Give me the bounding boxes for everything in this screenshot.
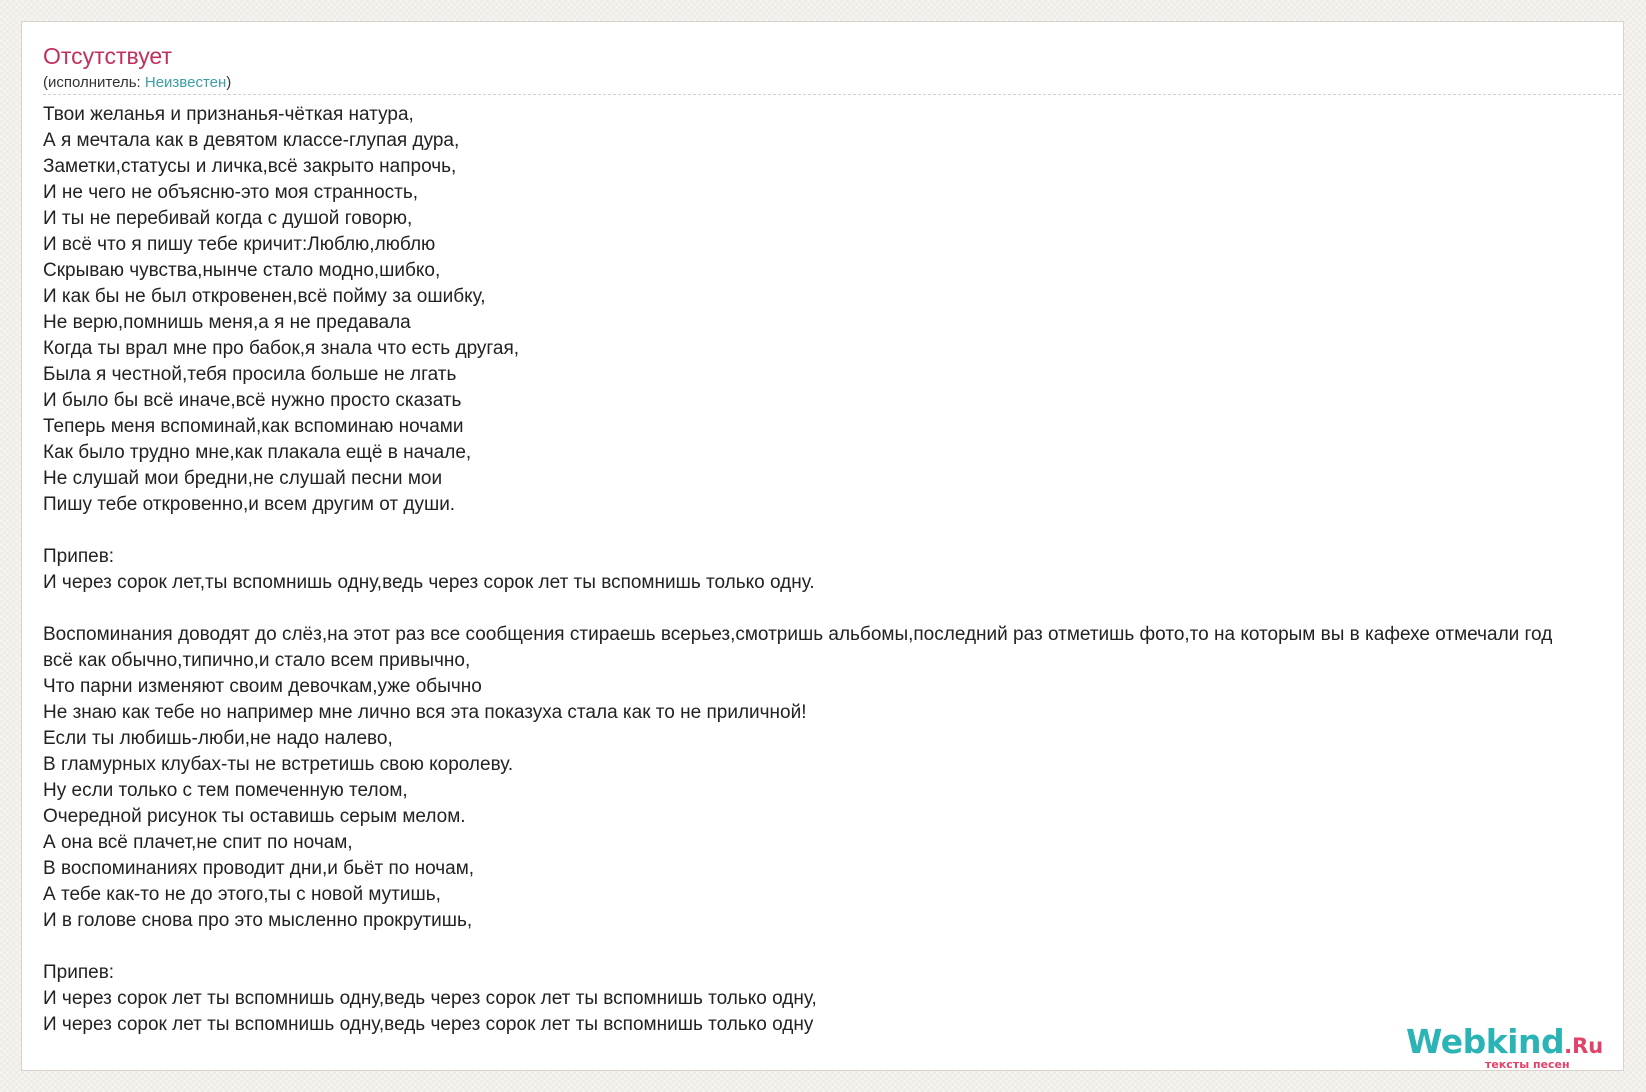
song-title: Отсутствует (43, 43, 172, 69)
lyrics-line: всё как обычно,типично,и стало всем привычно, (43, 650, 471, 671)
lyrics-line: А я мечтала как в девятом классе-глупая дура, (43, 130, 460, 151)
logo-brand-name: Webkind (1406, 1022, 1565, 1061)
lyrics-line: Ну если только с тем помеченную телом, (43, 780, 408, 801)
lyrics-line: И не чего не объясню-это моя странность, (43, 182, 419, 203)
lyrics-text (43, 102, 1624, 1038)
lyrics-line: Что парни изменяют своим девочкам,уже обычно (43, 676, 482, 697)
lyrics-line: И ты не перебивай когда с душой говорю, (43, 208, 413, 229)
lyrics-line: Скрываю чувства,нынче стало модно,шибко, (43, 260, 441, 281)
lyrics-line: Не верю,помнишь меня,а я не предавала (43, 312, 411, 333)
lyrics-line: Была я честной,тебя просила больше не лгать (43, 364, 457, 385)
lyrics-line: Воспоминания доводят до слёз,на этот раз все сообщения стираешь всерьез,смотришь альбомы,последний раз отметишь фото,то на которым вы в кафехе отмечали год (43, 624, 1553, 645)
lyrics-blank-line (43, 518, 1624, 544)
lyrics-line: Как было трудно мне,как плакала ещё в начале, (43, 442, 472, 463)
lyrics-line: И через сорок лет,ты вспомнишь одну,ведь через сорок лет ты вспомнишь только одну. (43, 572, 815, 593)
lyrics-line: И через сорок лет ты вспомнишь одну,ведь через сорок лет ты вспомнишь только одну, (43, 988, 817, 1009)
lyrics-line: И как бы не был откровенен,всё пойму за ошибку, (43, 286, 486, 307)
lyrics-line: А тебе как-то не до этого,ты с новой мутишь, (43, 884, 441, 905)
lyrics-line: И через сорок лет ты вспомнишь одну,ведь через сорок лет ты вспомнишь только одну (43, 1014, 814, 1035)
lyrics-blank-line (43, 934, 1624, 960)
logo-brand-tld: .Ru (1564, 1034, 1604, 1058)
lyrics-line: Не слушай мои бредни,не слушай песни мои (43, 468, 443, 489)
artist-link[interactable]: Неизвестен (144, 74, 227, 91)
lyrics-line: Когда ты врал мне про бабок,я знала что есть другая, (43, 338, 520, 359)
lyrics-line: А она всё плачет,не спит по ночам, (43, 832, 353, 853)
lyrics-blank-line (43, 596, 1624, 622)
artist-suffix: ) (226, 74, 232, 91)
lyrics-line: Очередной рисунок ты оставишь серым мелом. (43, 806, 466, 827)
lyrics-line: Твои желанья и признанья-чёткая натура, (43, 104, 414, 125)
webkind-logo[interactable] (1406, 1022, 1606, 1074)
lyrics-line: Пишу тебе откровенно,и всем другим от души. (43, 494, 456, 515)
artist-line (43, 74, 231, 92)
lyrics-line: И в голове снова про это мысленно прокрутишь, (43, 910, 473, 931)
lyrics-line: Если ты любишь-люби,не надо налево, (43, 728, 393, 749)
lyrics-line: И всё что я пишу тебе кричит:Люблю,люблю (43, 234, 436, 255)
lyrics-line: И было бы всё иначе,всё нужно просто сказать (43, 390, 462, 411)
logo-tagline: тексты песен (1485, 1058, 1570, 1071)
lyrics-card (21, 21, 1624, 1071)
artist-prefix: (исполнитель: (43, 74, 145, 91)
lyrics-line: Припев: (43, 546, 115, 567)
lyrics-line: Не знаю как тебе но например мне лично вся эта показуха стала как то не приличной! (43, 702, 807, 723)
lyrics-line: В гламурных клубах-ты не встретишь свою королеву. (43, 754, 514, 775)
title-divider (43, 94, 1621, 95)
lyrics-line: Заметки,статусы и личка,всё закрыто напрочь, (43, 156, 457, 177)
lyrics-line: Припев: (43, 962, 115, 983)
lyrics-line: Теперь меня вспоминай,как вспоминаю ночами (43, 416, 464, 437)
lyrics-line: В воспоминаниях проводит дни,и бьёт по ночам, (43, 858, 475, 879)
